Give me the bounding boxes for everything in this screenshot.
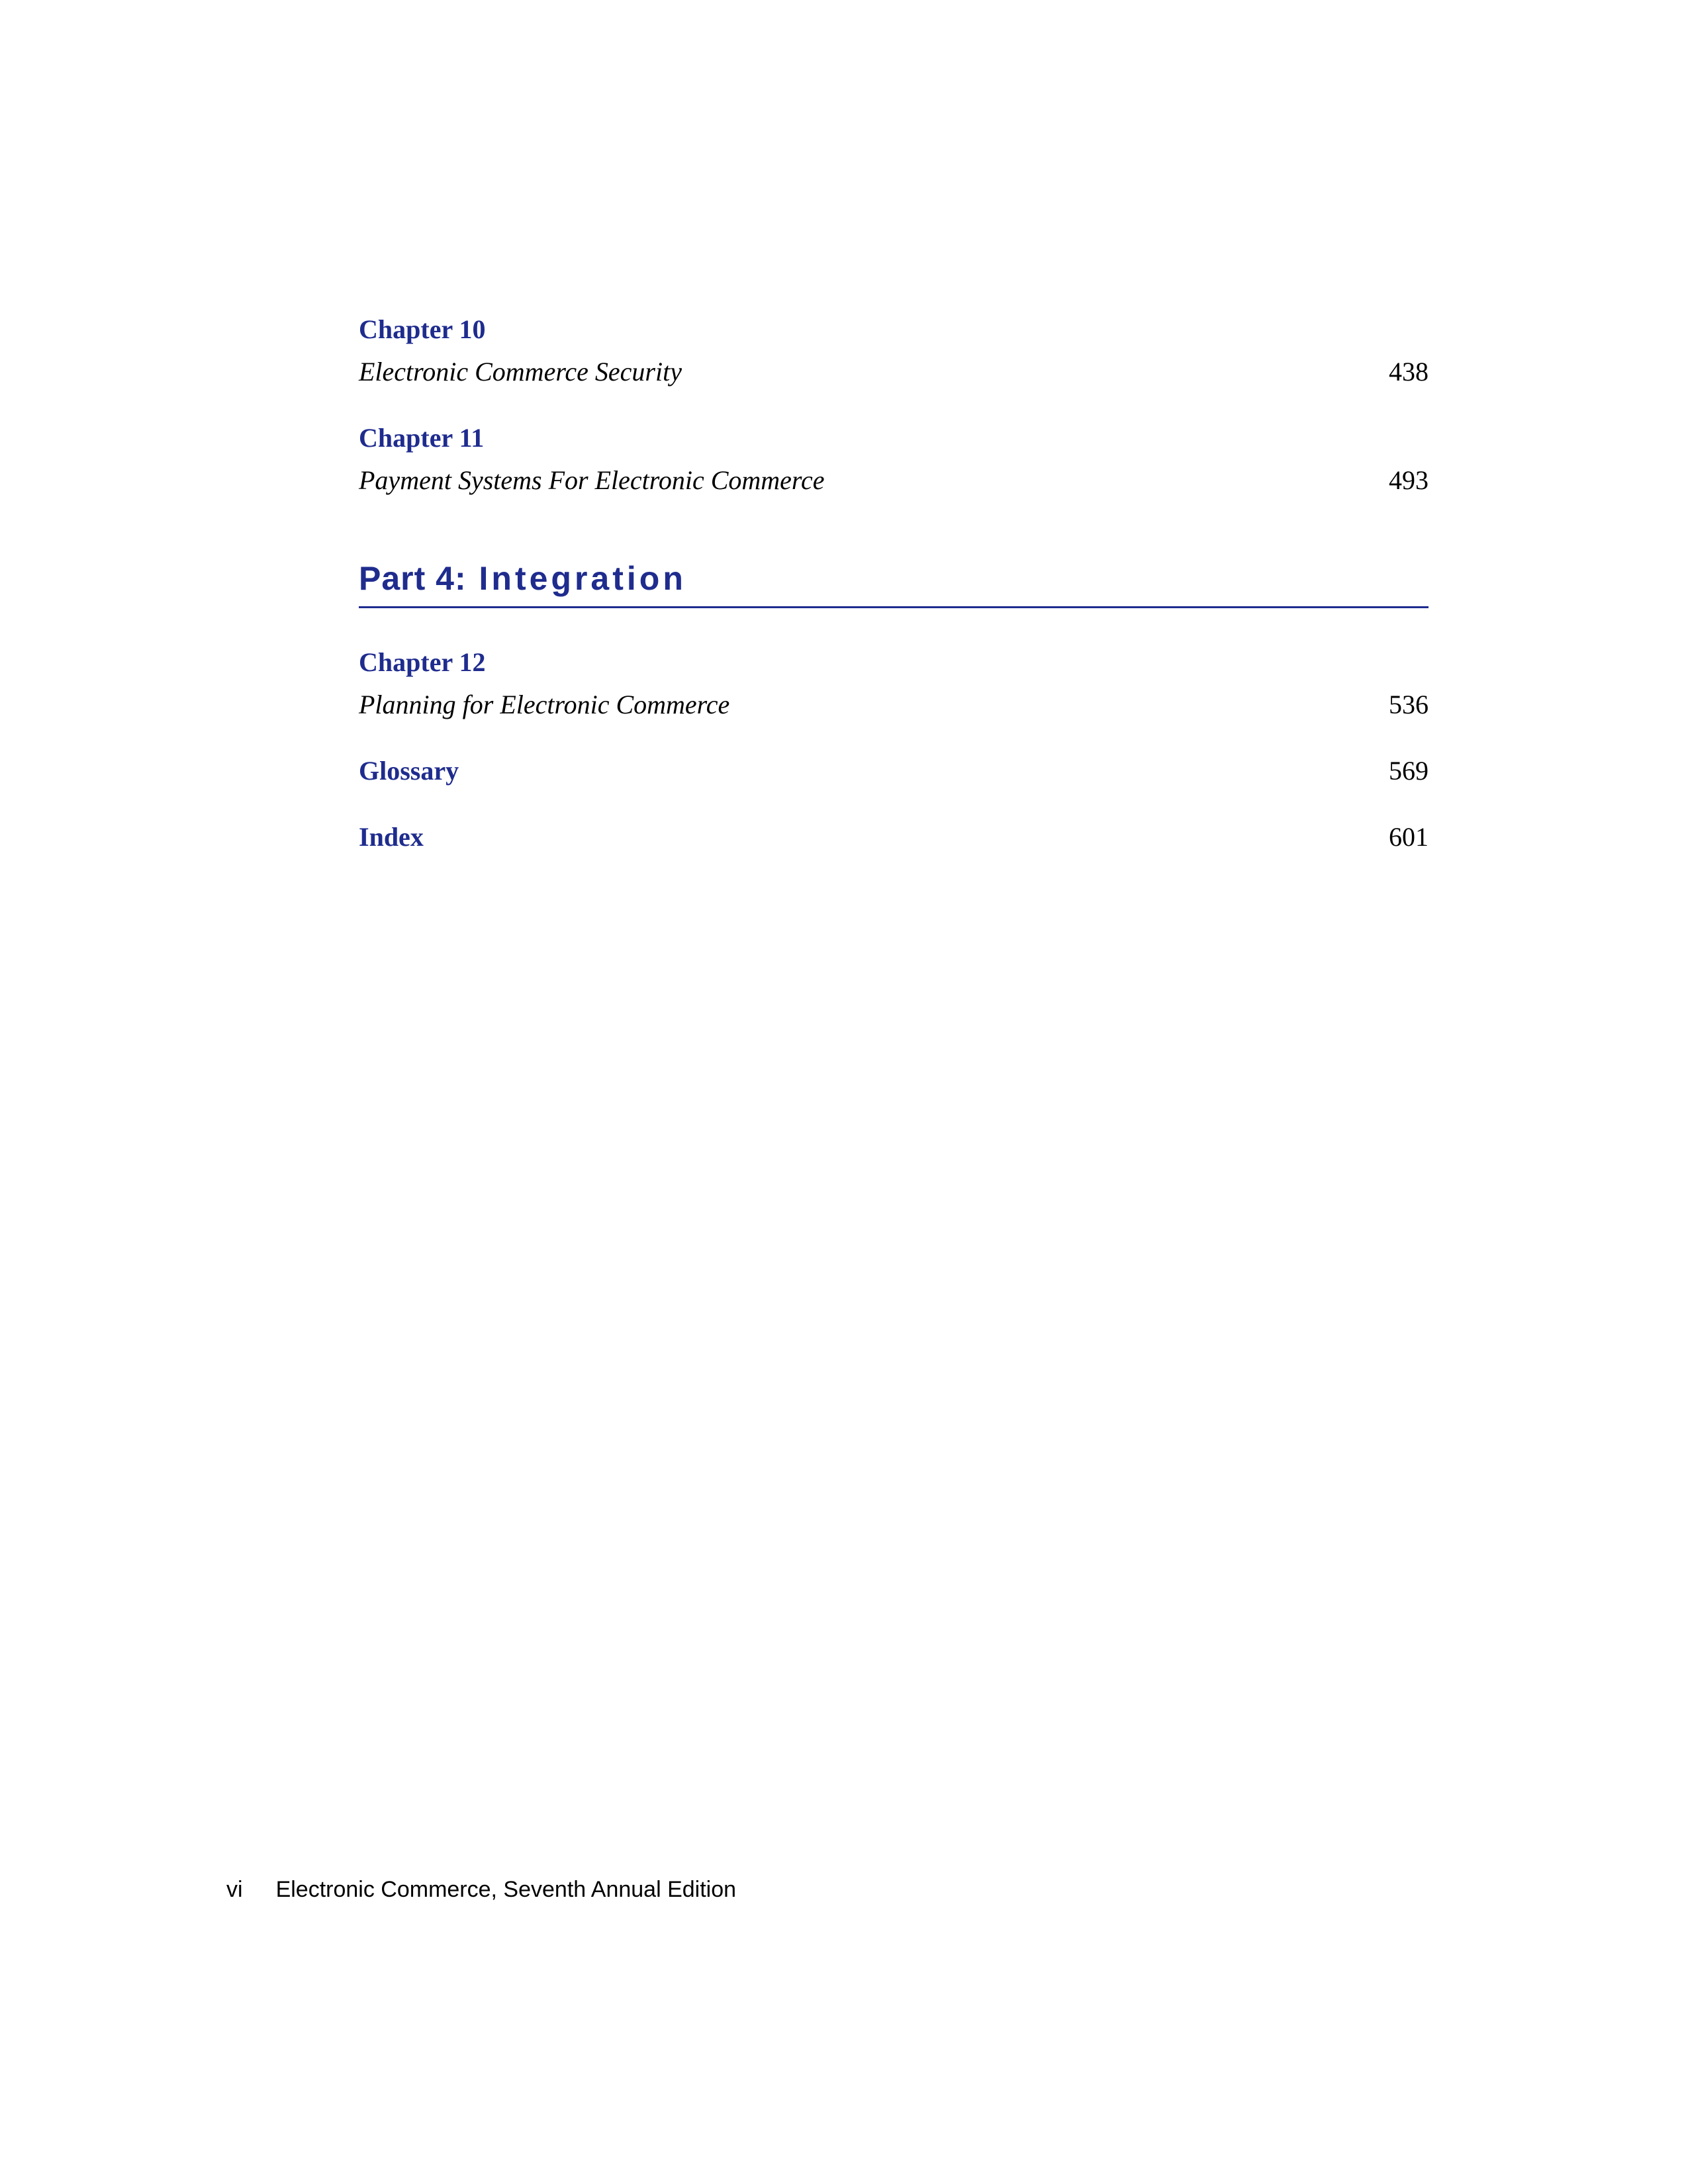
chapter-title[interactable]: Payment Systems For Electronic Commerce [359,465,825,495]
chapter-label[interactable]: Chapter 12 [359,647,486,677]
page-number: 601 [1389,822,1429,852]
chapter-label[interactable]: Chapter 10 [359,314,486,344]
part-title: Integration [479,560,686,597]
toc-entry-chapter-12 [359,641,1429,726]
part-heading [359,555,1429,608]
footer-page-number: vi [226,1877,243,1902]
chapter-title[interactable]: Planning for Electronic Commerce [359,690,730,719]
page-footer [226,1877,736,1903]
chapter-row [359,459,1429,502]
page-number: 569 [1389,756,1429,786]
toc-entry-chapter-11 [359,417,1429,502]
page-number: 536 [1389,690,1429,719]
page-number: 438 [1389,357,1429,387]
chapter-title[interactable]: Electronic Commerce Security [359,357,682,387]
index-row [359,816,1429,858]
index-link[interactable]: Index [359,822,424,852]
glossary-link[interactable]: Glossary [359,756,459,786]
table-of-contents [359,308,1429,858]
toc-entry-chapter-10 [359,308,1429,393]
chapter-row [359,351,1429,393]
part-number: Part 4: [359,560,467,597]
toc-entry-index [359,816,1429,858]
page-number: 493 [1389,465,1429,495]
footer-book-title: Electronic Commerce, Seventh Annual Edition [275,1877,737,1902]
chapter-row [359,684,1429,726]
toc-entry-glossary [359,750,1429,792]
glossary-row [359,750,1429,792]
chapter-label[interactable]: Chapter 11 [359,423,485,453]
